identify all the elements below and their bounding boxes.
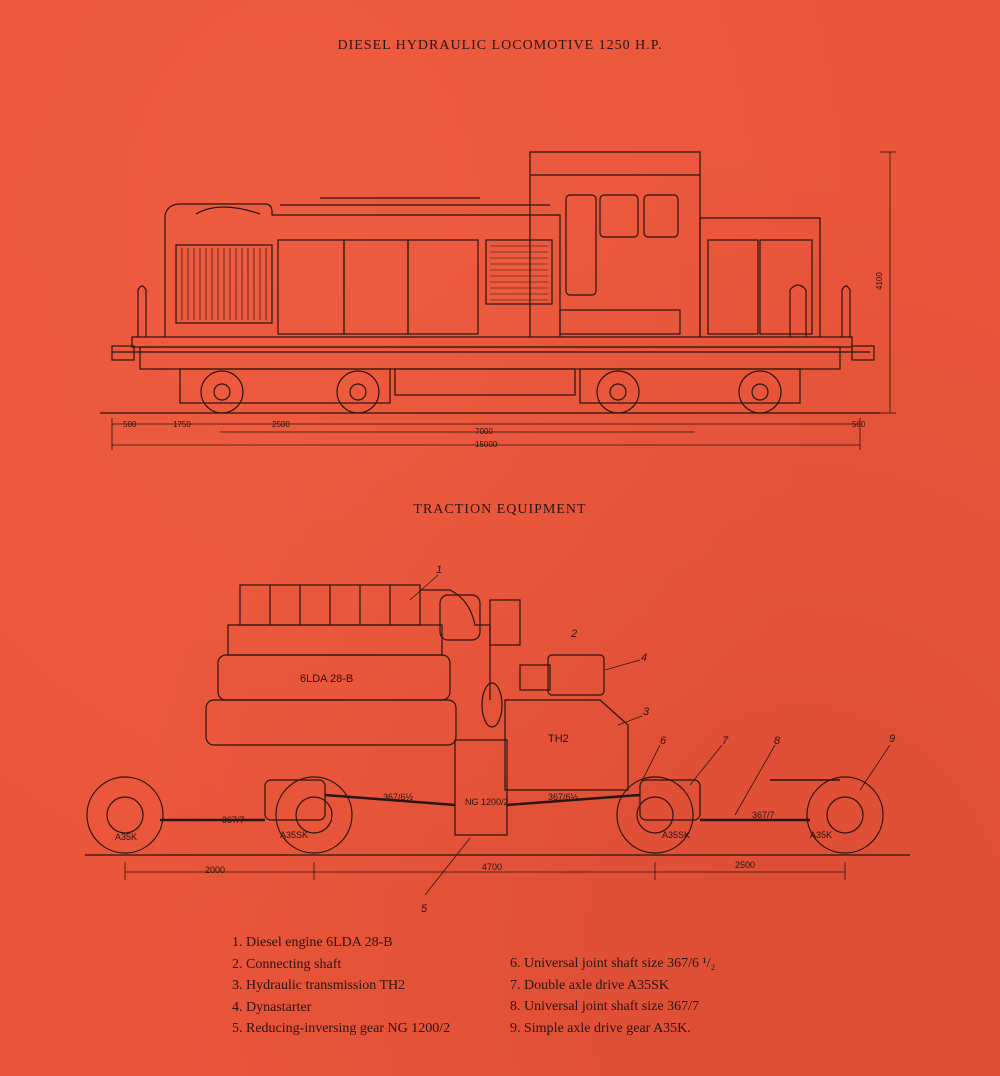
- loco-frame: [132, 337, 852, 347]
- wheel-1: [201, 371, 243, 413]
- callout-1: 1: [436, 564, 443, 576]
- reducing-gear: [455, 740, 507, 835]
- callout-5: 5: [421, 903, 428, 915]
- cab: [530, 152, 700, 337]
- shaft-label-d: 367/7: [752, 810, 775, 820]
- legend-item-1: 1. Diesel engine 6LDA 28-B: [232, 935, 393, 950]
- legend-item-2: 2. Connecting shaft: [232, 956, 342, 972]
- cab-window-2: [644, 195, 678, 237]
- dim-label-1: 500: [123, 420, 137, 429]
- callout-4: 4: [641, 652, 648, 664]
- callout-9: 9: [889, 733, 896, 745]
- axle-label-3: A35SK: [662, 830, 691, 840]
- axle-drive-3: [617, 777, 693, 853]
- shaft-label-c: 367/7: [222, 815, 245, 825]
- fuel-tank: [395, 369, 575, 395]
- axle-label-2: A35SK: [280, 830, 309, 840]
- callout-8: 8: [774, 735, 781, 747]
- locomotive-elevation: [100, 152, 896, 450]
- legend-item-8: 8. Universal joint shaft size 367/7: [510, 999, 699, 1014]
- legend-left: [232, 932, 450, 1040]
- callout-7: 7: [722, 735, 729, 747]
- dim-label-3: 2500: [272, 420, 290, 429]
- traction-assembly: [85, 575, 910, 895]
- dim-label-4: 7000: [475, 427, 493, 436]
- wheel-3: [597, 371, 639, 413]
- connecting-shaft: [482, 683, 502, 727]
- buffer-right: [852, 346, 874, 360]
- dim-label-2: 1750: [173, 420, 191, 429]
- cab-window-1: [600, 195, 638, 237]
- cab-door: [566, 195, 596, 295]
- axle-label-1: A35K: [115, 832, 138, 842]
- gear-label: NG 1200/2: [465, 797, 509, 807]
- legend-right: [510, 953, 715, 1039]
- dim-label-5: 500: [852, 420, 866, 429]
- loco-underframe: [140, 347, 840, 369]
- legend-item-9: 9. Simple axle drive gear A35K.: [510, 1020, 691, 1036]
- dim-label-height: 4100: [875, 272, 884, 290]
- side-grille: [486, 240, 552, 304]
- callout-2: 2: [571, 628, 578, 640]
- fan-housing: [196, 207, 260, 214]
- dynastarter: [548, 655, 604, 695]
- legend-item-5: 5. Reducing-inversing gear NG 1200/2: [232, 1021, 451, 1036]
- legend-item-7: 7. Double axle drive A35SK: [510, 977, 670, 993]
- legend-item-6: 6. Universal joint shaft size 367/6 ¹/₂: [510, 956, 716, 971]
- wheel-4: [739, 371, 781, 413]
- engine-crankcase: [206, 700, 456, 745]
- engine-label: 6LDA 28-B: [300, 673, 354, 685]
- buffer-left: [112, 346, 134, 360]
- dim-label-4700: 4700: [482, 862, 503, 872]
- dim-label-2000: 2000: [205, 865, 226, 875]
- shaft-label-b: 367/6½: [548, 792, 579, 802]
- legend-item-3: 3. Hydraulic transmission TH2: [232, 978, 406, 993]
- page-title: DIESEL HYDRAULIC LOCOMOTIVE 1250 H.P.: [337, 38, 663, 53]
- wheel-2: [337, 371, 379, 413]
- hydraulic-transmission: [505, 700, 628, 790]
- callout-6: 6: [660, 735, 667, 747]
- dim-label-2500: 2500: [735, 860, 756, 870]
- axle-drive-2: [276, 777, 352, 853]
- dim-label-overall: 15000: [475, 440, 498, 449]
- shaft-label-a: 367/6½: [383, 792, 414, 802]
- transmission-label: TH2: [548, 733, 569, 745]
- legend-item-4: 4. Dynastarter: [232, 999, 312, 1015]
- callout-3: 3: [643, 706, 650, 718]
- section-title: TRACTION EQUIPMENT: [413, 502, 587, 517]
- axle-drive-4: [807, 777, 883, 853]
- axle-label-4: A35K: [810, 830, 833, 840]
